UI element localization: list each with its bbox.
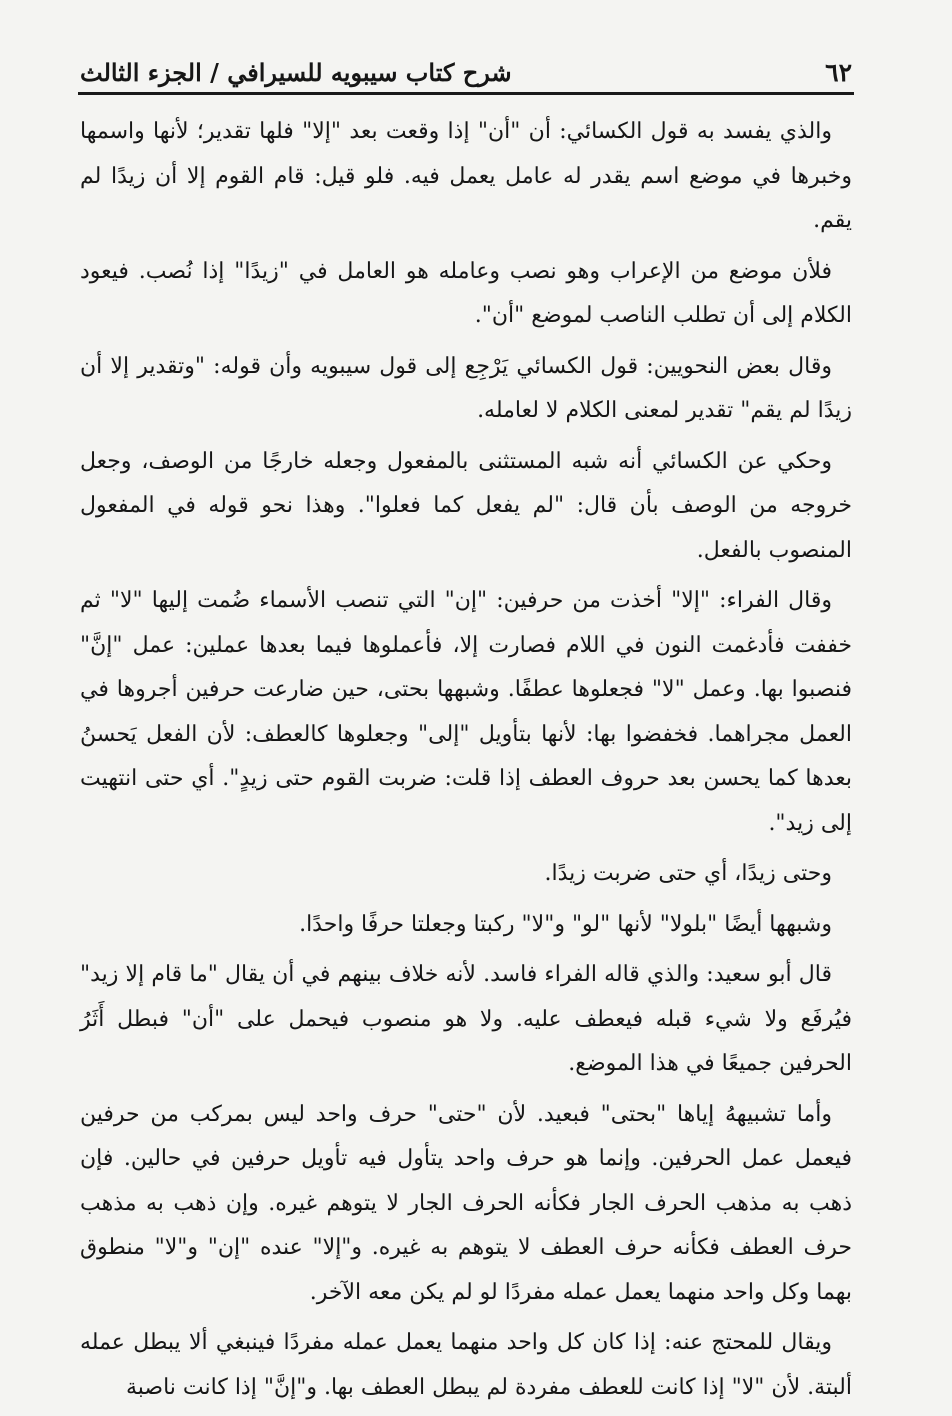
paragraph: وحتى زيدًا، أي حتى ضربت زيدًا. [544, 861, 832, 886]
running-head [80, 48, 852, 88]
paragraph: ويقال للمحتج عنه: إذا كان كل واحد منهما يعمل عمله مفردًا فينبغي ألا يبطل عمله ألبتة. لأن "لا" إذا كانت للعطف مفردة لم يبطل العطف بها. و"إنَّ" إذا كانت ناصبة [80, 1330, 852, 1400]
paragraph: وقال بعض النحويين: قول الكسائي يَرْجِع إلى قول سيبويه وأن قوله: "وتقدير إلا أن زيدًا لم يقم" تقدير لمعنى الكلام لا لعامله. [80, 353, 852, 423]
page-number: ٦٢ [825, 58, 852, 87]
paragraph: والذي يفسد به قول الكسائي: أن "أن" إذا وقعت بعد "إلا" فلها تقدير؛ لأنها واسمها وخبرها في موضع اسم يقدر له عامل يعمل فيه. فلو قيل: قام القوم إلا أن زيدًا لم يقم. [80, 119, 852, 233]
paragraph: قال أبو سعيد: والذي قاله الفراء فاسد. لأنه خلاف بينهم في أن يقال "ما قام إلا زيد" فيُرفَع ولا شيء قبله فيعطف عليه. ولا هو منصوب فيحمل على "أن" فبطل أَثَرُ الحرفين جميعًا في هذا الموضع. [80, 962, 852, 1076]
paragraph: وشبهها أيضًا "بلولا" لأنها "لو" و"لا" ركبتا وجعلتا حرفًا واحدًا. [299, 911, 832, 937]
running-title: شرح كتاب سيبويه للسيرافي / الجزء الثالث [80, 58, 512, 87]
body-text [80, 110, 852, 1416]
paragraph: وحكي عن الكسائي أنه شبه المستثنى بالمفعول وجعله خارجًا من الوصف، وجعل خروجه من الوصف بأن قال: "لم يفعل كما فعلوا". وهذا نحو قوله في المفعول المنصوب بالفعل. [80, 448, 852, 563]
header-rule [78, 92, 854, 95]
paragraph: فلأن موضع من الإعراب وهو نصب وعامله هو العامل في "زيدًا" إذا نُصب. فيعود الكلام إلى أن تطلب الناصب لموضع "أن". [80, 258, 852, 328]
paragraph: وقال الفراء: "إلا" أخذت من حرفين: "إن" التي تنصب الأسماء ضُمت إليها "لا" ثم خففت فأدغمت النون في اللام فصارت إلا، فأعملوها فيما بعدها عملين: عمل "إنَّ" فنصبوا بها. وعمل "لا" فجعلوها عطفًا. وشبهها بحتى، حين ضارعت حرفين أجروها في العمل مجراهما. فخفضوا بها: لأنها بتأويل "إلى" وجعلوها كالعطف: لأن الفعل يَحسنُ بعدها كما يحسن بعد حروف العطف إذا قلت: ضربت القوم حتى زيدٍ". أي حتى انتهيت إلى زيد". [80, 588, 852, 836]
paragraph: وأما تشبيههُ إياها "بحتى" فبعيد. لأن "حتى" حرف واحد ليس بمركب من حرفين فيعمل عمل الحرفين. وإنما هو حرف واحد يتأول فيه تأويل حرفين في حالين. فإن ذهب به مذهب الحرف الجار فكأنه الحرف الجار لا يتوهم غيره. وإن ذهب به مذهب حرف العطف فكأنه حرف العطف لا يتوهم به غيره. و"إلا" عنده "إن" و"لا" منطوق بهما وكل واحد منهما يعمل عمله مفردًا لو لم يكن معه الآخر. [80, 1101, 852, 1305]
